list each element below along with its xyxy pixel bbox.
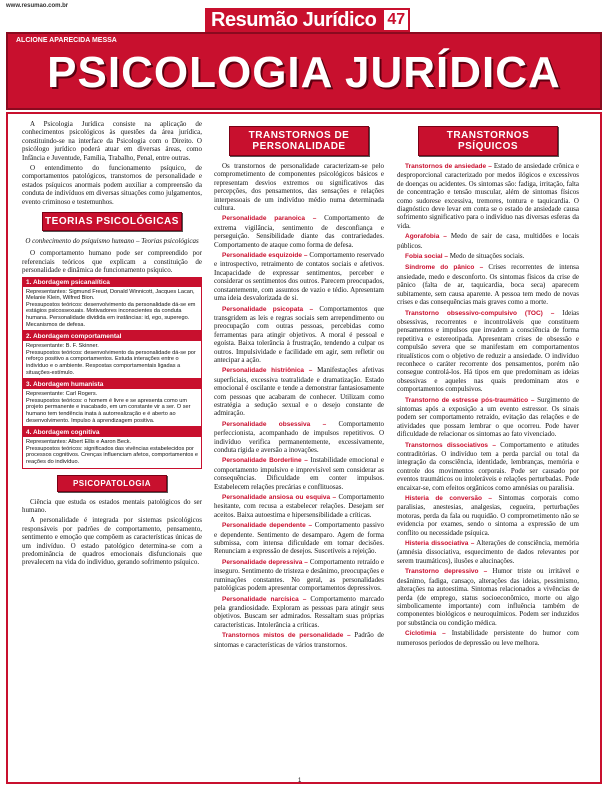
theory-line: Pressupostos teóricos: desenvolvimento da personalidade dá-se em estágios psicossexuais. Motivadores inconscientes da conduta humana. Personalidade dividida em instâncias: id, ego, superego. Mecanismos de defesa.	[26, 301, 196, 328]
section-heading-teorias: TEORIAS PSICOLÓGICAS	[42, 212, 182, 231]
author: ALCIONE APARECIDA MESSA	[16, 37, 117, 44]
theory-box	[22, 427, 202, 468]
entry-term: Agorafobia –	[405, 233, 447, 241]
theory-line: Representantes: Sigmund Freud, Donald Winnicott, Jacques Lacan, Melanie Klein, Wilfred Bion.	[26, 288, 195, 302]
entry-text: Comportamentos que transgridem as leis e regras sociais sem arrependimento ou preocupação com outras pessoas, percebidas como ferramentas para atingir objetivos. A moral é pessoal e egoísta. Baixa tolerância à frustração, tendendo a culpar os outros. Impulsividade e facilidade em agir, sem refletir ou antecipar a ação.	[214, 304, 384, 364]
theory-line: Representante: B. F. Skinner.	[26, 343, 99, 350]
entry	[214, 521, 384, 556]
theory-box-title: 2. Abordagem comportamental	[23, 332, 201, 341]
entry-text: Instabilidade persistente do humor com numerosos períodos de depressão ou leve melhora.	[397, 629, 580, 647]
entry	[397, 539, 579, 565]
entry-term: Personalidade histriônica –	[222, 367, 313, 375]
entry-term: Personalidade obsessiva –	[222, 420, 327, 428]
brand-logo	[205, 8, 410, 32]
page-title: PSICOLOGIA JURÍDICA	[47, 48, 561, 97]
section-heading-psicopatologia: PSICOPATOLOGIA	[57, 475, 167, 492]
entry-text: Comportamento hesitante, com recusa a estabelecer relações. Desejam ser aceitos. Baixa autoestima e hipersensibilidade a críticas.	[214, 493, 384, 519]
theory-line: Pressupostos teóricos: desenvolvimento da personalidade dá-se por reforço positivo a comportamentos. Estuda interações entre o indivíduo e o ambiente. Respostas comportamentais ligadas a situações-estímulo.	[26, 349, 196, 376]
entry	[397, 263, 579, 306]
column-3	[397, 120, 579, 649]
section-heading-personalidade: TRANSTORNOS DE PERSONALIDADE	[229, 126, 369, 156]
entry-term: Transtornos dissociativos –	[405, 441, 496, 449]
entry	[214, 456, 384, 491]
theory-line: Pressupostos teóricos: o homem é livre e se apresenta como um projeto permanente e inacabado, em um constante vir a ser. O ser humano tem tendência inata à autorrealização e é aberto ao desenvolvimento. Impulso à aprendizagem positiva.	[26, 397, 191, 424]
entry-text: Sintomas corporais como paralisias, anestesias, analgesias, cegueira, perturbações motoras, perda da fala ou ruquidão. O comprometimento não se evidencia por exames, sendo o sintoma a expressão de um conflito ou necessidade psíquica.	[397, 494, 580, 537]
entry-term: Personalidade ansiosa ou esquiva –	[222, 494, 337, 502]
entry	[397, 252, 579, 261]
entry	[214, 251, 384, 302]
entry-term: Personalidade esquizoide –	[222, 252, 308, 260]
psico-paragraph: Ciência que estuda os estados mentais patológicos do ser humano.	[22, 497, 202, 514]
entry-text: Comportamento marcado pela grandiosidade. Exploram as pessoas para atingir seus objetivos. Buscam ser admirados. Ressaltam suas próprias características. Intolerância a críticas.	[214, 594, 384, 629]
entry	[397, 441, 579, 492]
psico-paragraph: A personalidade é integrada por sistemas psicológicos responsáveis por padrões de comportamento, pensamento, sentimento e emoção que compõem as características únicas de um indivíduo. O estado patológico determina-se com a predominância de quadros emocionais disfuncionais que prevalecem na vida do indivíduo, gerando sofrimento psíquico.	[22, 516, 202, 567]
theory-box-title: 4. Abordagem cognitiva	[23, 428, 201, 437]
entry-term: Histeria dissociativa –	[405, 540, 475, 548]
entry-term: Ciclotimia –	[405, 630, 446, 638]
entry	[397, 629, 579, 647]
entry-term: Personalidade Borderline –	[222, 457, 308, 465]
entry-term: Histeria de conversão –	[405, 495, 493, 503]
entry-text: Alterações de consciência, memória (amnésia dissociativa, esquecimento de dados relevantes por serem traumáticos), ilusões e alucinações.	[397, 539, 579, 565]
entry-text: Comportamento retraído e inseguro. Sentimento de tristeza e desânimo, preocupações e ruminações constantes. No geral, as personalidades patológicas podem apresentar comportamentos depressivos.	[214, 557, 384, 593]
intro-paragraph: O entendimento do funcionamento psíquico, de comportamentos patológicos, transtornos de personalidade e estados psíquicos anormais podem auxiliar a compreensão da conduta de indivíduos em diversas situações como julgamentos, evento criminoso e testemunhos.	[22, 164, 202, 206]
entry-text: Comportamento e atitudes contraditórias. O indivíduo tem a perda parcial ou total da integração da consciência, identidade, lembranças, memória e controle dos movimentos corporais. Pode ser causado por eventos traumáticos ou intoleráveis e relações perturbadas. Pode encaixar-se, com efeitos orgânicos como amnésias ou paralisia.	[397, 440, 579, 492]
entry	[214, 366, 384, 417]
entry-text: Surgimento de sintomas após a exposição a um evento estressor. Os sinais podem ser comportamento retraído, evitação das relações e de atividades que possam lembrar o que ocorreu. Pode haver dificuldade de relacionar os sintomas ao fato vivenciado.	[397, 395, 579, 439]
entry	[214, 493, 384, 519]
entry-text: Manifestações afetivas superficiais, excessiva teatralidade e dramatização. Estado emocional é oscilante e tende a demonstrar fantasiosamente com pessoas que acabaram de conhecer. Utilizam como estratégia a sedução sexual e o desejo constante de admiração.	[214, 366, 384, 418]
brand-name: Resumão Jurídico	[205, 8, 382, 32]
entry-text: Comportamento reservado e introspectivo, retraimento de contatos sociais e afetivos. Incapacidade de expressar sentimentos, perceber e considerar os sentimentos dos outros. Parecem preocupados, constantemente, com assuntos de vazio e tédio. Apresentam uma ideia desvalorizada de si.	[214, 251, 385, 303]
section-subtitle: O conhecimento do psiquismo humano – Teorias psicológicas	[25, 237, 199, 246]
theory-line: Representantes: Albert Ellis e Aaron Beck.	[26, 439, 132, 446]
teorias-paragraph: O comportamento humano pode ser compreendido por referenciais teóricos que explicam a constituição de personalidade e dinâmica de funcionamento psíquico.	[22, 249, 202, 275]
entry-term: Personalidade paranoica –	[222, 215, 317, 223]
entry-term: Transtorno de estresse pós-traumático –	[405, 396, 535, 404]
site-url: www.resumao.com.br	[6, 3, 69, 9]
entry-text: Instabilidade emocional e comportamento impulsivo e imprevisível sem considerar as consequências. Dificuldade em conter impulsos. Estabelecem relações precárias e conflituosas.	[214, 456, 385, 491]
section-heading-psiquicos: TRANSTORNOS PSÍQUICOS	[418, 126, 558, 156]
intro-paragraph: A Psicologia Jurídica consiste na aplicação de conhecimentos psicológicos às questões da área jurídica, constituindo-se na interface da Psicologia com o Direito. O psicólogo jurídico poderá atuar em diversas áreas, como Infância e Juventude, Família, Trabalho, Penal, entre outras.	[22, 120, 202, 162]
entry	[397, 494, 579, 537]
page-number: 1	[298, 778, 302, 784]
entry	[214, 305, 384, 365]
entry-text: Comportamento de extrema vigilância, sentimento de desconfiança e perseguição. Sensibilidade diante das contrariedades. Comportamento de ataque como forma de defesa.	[214, 214, 384, 249]
entry	[397, 162, 579, 230]
entry-term: Fobia social –	[405, 253, 448, 261]
entry-term: Transtorno obsessivo-compulsivo (TOC) –	[405, 309, 555, 317]
entry-text: Humor triste ou irritável e desânimo, fadiga, cansaço, alterações das ideias, pessimismo, alterações na autoestima. Sintomas relacionados a vivências de perda (de emprego, status socioeconômico, morte ou algo simbolicamente importante) com influência também de componentes biológicos e neuroquímicos. Podem ser induzidos por substância ou condição médica.	[397, 567, 580, 627]
entry	[397, 567, 579, 627]
entry	[214, 631, 384, 649]
column-2	[214, 120, 384, 651]
entry	[397, 396, 579, 439]
theory-box	[22, 277, 202, 332]
entry	[397, 309, 579, 394]
entry	[214, 214, 384, 249]
theory-line: Pressupostos teóricos: significados das vivências estabelecidos por processos cognitivos. Crenças influenciam afetos, comportamentos e reações do indivíduo.	[26, 445, 198, 465]
entry-term: Transtornos mistos de personalidade –	[222, 632, 351, 640]
entry-text: Estado de ansiedade crônica e desproporcional caracterizado por medos ilógicos e excessivos de doenças ou acidentes. Os sintomas são: fadiga, irritação, falta de concentração e tensão muscular, além de sintomas físicos como sudorese excessiva, tremores, tontura e taquicardia. O diagnóstico deve levar em conta se o estado de ansiedade causa sofrimento significativo para o indivíduo nas diversas esferas da vida.	[397, 162, 579, 230]
entry	[397, 232, 579, 250]
column-1	[22, 120, 202, 569]
theory-line: Representante: Carl Rogers.	[26, 391, 98, 398]
entry-term: Personalidade narcísica –	[222, 595, 307, 603]
entry-text: Comportamento passivo e dependente. Sentimento de desamparo. Agem de forma submissa, com intensa dificuldade em tomar decisões. Renunciam a expressão de desejos. Suscetíveis a rejeição.	[214, 521, 385, 556]
entry-term: Personalidade psicopata –	[222, 305, 314, 313]
entry-text: Medo de situações sociais.	[448, 252, 525, 261]
personalidade-intro: Os transtornos de personalidade caracterizam-se pelo comprometimento de componentes psicológicos básicos e representam desvios extremos ou significativos das percepções, dos pensamentos, das sensações e relações interpessoais de um indivíduo médio numa determinada cultura.	[214, 162, 384, 213]
entry	[214, 420, 384, 455]
theory-box-title: 1. Abordagem psicanalítica	[23, 278, 201, 287]
theory-box-title: 3. Abordagem humanista	[23, 380, 201, 389]
entry	[214, 558, 384, 593]
title-banner	[6, 32, 602, 110]
entry-term: Personalidade dependente –	[222, 522, 313, 530]
entry-text: Comportamento perfeccionista, acompanhado de impulsos repetitivos. O indivíduo verifica permanentemente, excessivamente, conduta rígida e aversão a inovações.	[214, 419, 384, 454]
entry-term: Transtorno depressivo –	[405, 568, 488, 576]
brand-number: 47	[382, 8, 410, 32]
entry	[214, 595, 384, 630]
entry-text: Medo de sair de casa, multidões e locais públicos.	[397, 232, 579, 250]
theory-box	[22, 331, 202, 379]
entry-term: Personalidade depressiva –	[222, 558, 308, 566]
entry-text: Crises recorrentes de intensa ansiedade, medo e desconforto. Os sintomas físicos da crise de pânico (falta de ar, taquicardia, boca seca) aparecem subitamente, sem causa aparente. A pessoa tem medo de novas crises e das consequências mais graves como a morte.	[397, 263, 579, 307]
entry-term: Síndrome do pânico –	[405, 264, 484, 272]
entry-term: Transtornos de ansiedade –	[405, 163, 492, 170]
entry-text: Padrão de sintomas e características de vários transtornos.	[214, 631, 384, 649]
entry-text: Ideias obsessivas, recorrentes e incontroláveis que constituem pensamentos e impulsos que invadem a consciência de forma repetitiva e estereotipada. Apresentam crises de obsessão e compulsão severa que se manifestam em comportamentos ritualísticos com o objetivo de reduzir a ansiedade. O indivíduo reconhece o caráter recorrente dos pensamentos, porém não consegue controlá-los. Há tipos em que predominam as ideias obsessivas e aqueles nas quais predominam atos e comportamentos compulsivos.	[397, 308, 579, 394]
theory-box	[22, 379, 202, 427]
